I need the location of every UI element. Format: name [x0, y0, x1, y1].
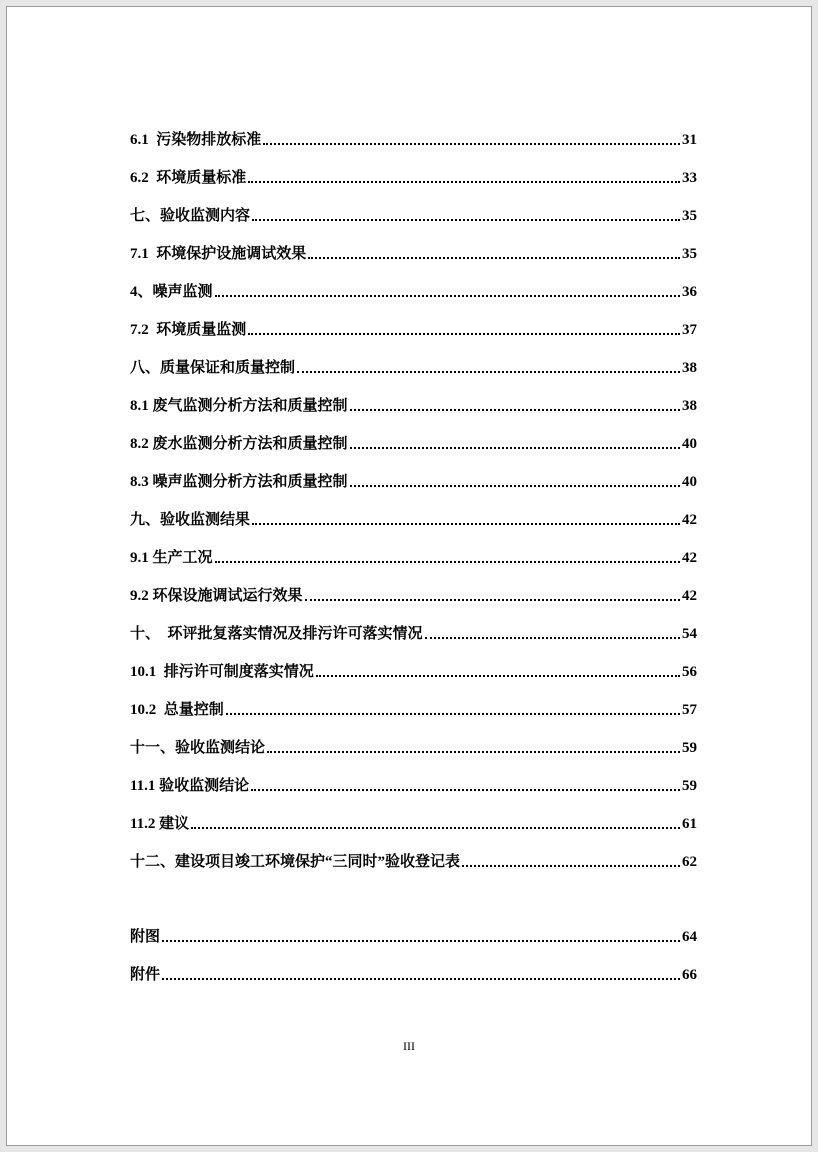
toc-entry-title: 9.1 生产工况: [130, 550, 213, 566]
dot-leader: [248, 181, 680, 183]
toc-entry-7-1[interactable]: [130, 225, 697, 263]
toc-entry-10-2[interactable]: [130, 681, 697, 719]
toc-entry-page: 42: [682, 588, 697, 604]
dot-leader: [267, 751, 680, 753]
dot-leader: [191, 827, 680, 829]
toc-entry-title: 10.1 排污许可制度落实情况: [130, 664, 314, 680]
toc-entry-title: 十一、验收监测结论: [130, 740, 266, 756]
dot-leader: [308, 257, 680, 259]
toc-entry-title: 11.2 建议: [130, 816, 190, 832]
dot-leader: [316, 675, 680, 677]
toc-entry-page: 35: [682, 208, 697, 224]
toc-entry-title: 十、 环评批复落实情况及排污许可落实情况: [130, 626, 423, 642]
toc-entry-page: 59: [682, 778, 697, 794]
toc-entry-page: 42: [682, 550, 697, 566]
toc-entry-page: 38: [682, 360, 697, 376]
dot-leader: [350, 409, 680, 411]
toc-entry-6-2[interactable]: [130, 149, 697, 187]
toc-entry-6-1[interactable]: [130, 111, 697, 149]
toc-entry-8-3[interactable]: [130, 453, 697, 491]
toc-entry-page: 31: [682, 132, 697, 148]
table-of-contents: [130, 111, 697, 984]
toc-entry-7[interactable]: [130, 187, 697, 225]
toc-entry-10-1[interactable]: [130, 643, 697, 681]
toc-entry-page: 56: [682, 664, 697, 680]
toc-entry-page: 35: [682, 246, 697, 262]
toc-entry-title: 11.1 验收监测结论: [130, 778, 250, 794]
toc-entry-title: 七、验收监测内容: [130, 208, 251, 224]
dot-leader: [162, 978, 680, 980]
dot-leader: [297, 371, 680, 373]
toc-entry-title: 7.2 环境质量监测: [130, 322, 247, 338]
toc-entry-title: 附图: [130, 929, 161, 945]
toc-entry-10[interactable]: [130, 605, 697, 643]
dot-leader: [252, 523, 680, 525]
toc-entry-page: 40: [682, 474, 697, 490]
toc-entry-title: 10.2 总量控制: [130, 702, 224, 718]
dot-leader: [350, 485, 680, 487]
dot-leader: [462, 865, 680, 867]
dot-leader: [350, 447, 680, 449]
toc-entry-attached-figures[interactable]: [130, 908, 697, 946]
dot-leader: [252, 219, 680, 221]
toc-entry-page: 64: [682, 929, 697, 945]
toc-entry-title: 7.1 环境保护设施调试效果: [130, 246, 307, 262]
toc-entry-title: 9.2 环保设施调试运行效果: [130, 588, 303, 604]
toc-entry-page: 66: [682, 967, 697, 983]
toc-entry-page: 59: [682, 740, 697, 756]
toc-entry-title: 8.1 废气监测分析方法和质量控制: [130, 398, 348, 414]
toc-entry-title: 十二、建设项目竣工环境保护“三同时”验收登记表: [130, 854, 461, 870]
toc-entry-title: 6.1 污染物排放标准: [130, 132, 262, 148]
toc-entry-noise-monitoring[interactable]: [130, 263, 697, 301]
toc-entry-page: 61: [682, 816, 697, 832]
toc-entry-11[interactable]: [130, 719, 697, 757]
toc-entry-title: 九、验收监测结果: [130, 512, 251, 528]
document-page: [6, 6, 812, 1146]
dot-leader: [215, 561, 680, 563]
dot-leader: [248, 333, 680, 335]
dot-leader: [425, 637, 680, 639]
toc-entry-9-1[interactable]: [130, 529, 697, 567]
toc-entry-title: 八、质量保证和质量控制: [130, 360, 296, 376]
dot-leader: [162, 940, 680, 942]
toc-entry-page: 33: [682, 170, 697, 186]
toc-entry-8[interactable]: [130, 339, 697, 377]
toc-entry-page: 54: [682, 626, 697, 642]
toc-entry-title: 6.2 环境质量标准: [130, 170, 247, 186]
dot-leader: [251, 789, 680, 791]
toc-entry-page: 38: [682, 398, 697, 414]
dot-leader: [263, 143, 680, 145]
toc-entry-title: 附件: [130, 967, 161, 983]
toc-entry-8-1[interactable]: [130, 377, 697, 415]
toc-entry-page: 36: [682, 284, 697, 300]
toc-entry-9-2[interactable]: [130, 567, 697, 605]
toc-entry-8-2[interactable]: [130, 415, 697, 453]
toc-entry-page: 40: [682, 436, 697, 452]
toc-entry-title: 4、噪声监测: [130, 284, 213, 300]
toc-entry-attachments[interactable]: [130, 946, 697, 984]
page-number: III: [403, 1039, 415, 1053]
toc-entry-7-2[interactable]: [130, 301, 697, 339]
dot-leader: [215, 295, 680, 297]
toc-entry-title: 8.2 废水监测分析方法和质量控制: [130, 436, 348, 452]
toc-entry-page: 37: [682, 322, 697, 338]
dot-leader: [305, 599, 680, 601]
toc-entry-11-2[interactable]: [130, 795, 697, 833]
toc-entry-9[interactable]: [130, 491, 697, 529]
toc-entry-page: 62: [682, 854, 697, 870]
dot-leader: [226, 713, 680, 715]
toc-entry-12[interactable]: [130, 833, 697, 871]
toc-entry-title: 8.3 噪声监测分析方法和质量控制: [130, 474, 348, 490]
toc-entry-page: 42: [682, 512, 697, 528]
toc-entry-11-1[interactable]: [130, 757, 697, 795]
toc-entry-page: 57: [682, 702, 697, 718]
